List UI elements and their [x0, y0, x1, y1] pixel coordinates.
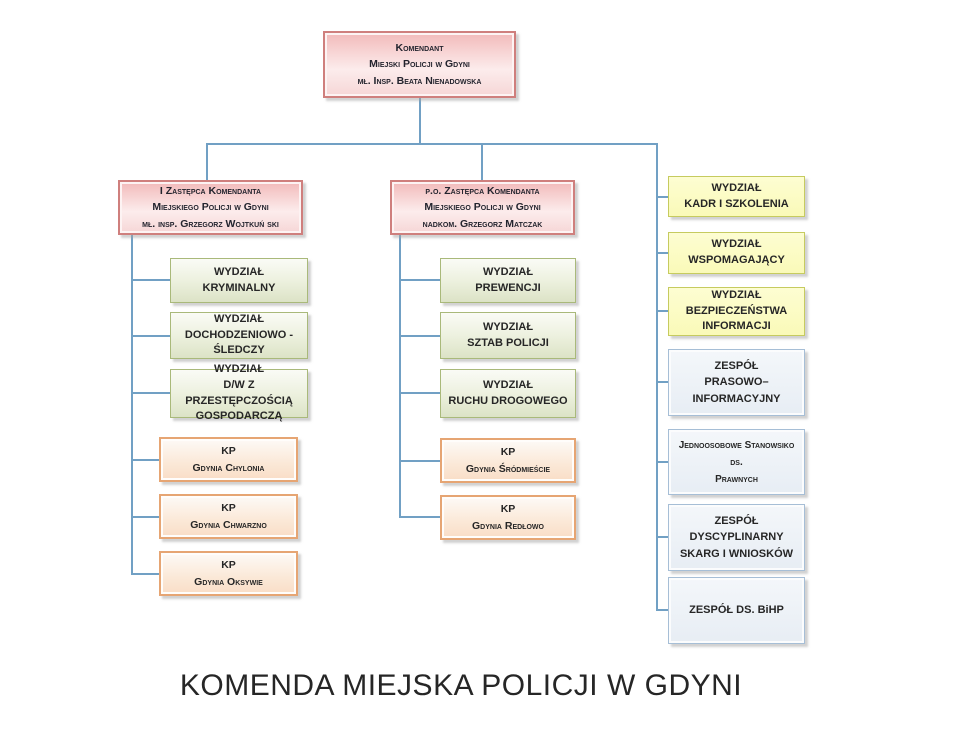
box-line: Gdynia Redłowo [472, 519, 544, 532]
box-line: KP [221, 558, 236, 571]
box-wydzial-bezpieczenstwa-informacji [668, 287, 805, 336]
box-line: Gdynia Oksywie [194, 575, 263, 588]
box-wydzial-przestepczosc-gospodarcza [170, 362, 308, 423]
box-line: PREWENCJI [475, 281, 541, 294]
connector-elbow [399, 279, 440, 281]
box-line: WYDZIAŁ [482, 320, 534, 333]
connector-elbow [399, 335, 440, 337]
connector-elbow [131, 279, 170, 281]
box-zespol-dyscyplinarny-skarg-i-wnioskow [668, 504, 805, 571]
box-line: Gdynia Chylonia [192, 461, 265, 474]
box-kp-gdynia-redlowo [440, 495, 576, 540]
box-wydzial-ruchu-drogowego [440, 369, 576, 418]
box-line: WSPOMAGAJĄCY [688, 254, 785, 266]
box-line: ZESPÓŁ DS. BiHP [689, 604, 784, 617]
box-i-zastepca-komendanta [118, 180, 303, 235]
box-kp-gdynia-chylonia [159, 437, 298, 482]
box-kp-gdynia-oksywie [159, 551, 298, 596]
box-line: ds. [730, 456, 743, 468]
box-line: WYDZIAŁ [482, 378, 534, 391]
box-line: GOSPODARCZĄ [195, 410, 283, 423]
box-wydzial-dochodzeniowo-sledczy [170, 312, 308, 359]
box-line: DOCHODZENIOWO - [184, 328, 294, 341]
box-line: Gdynia Chwarzno [190, 518, 267, 531]
connector-elbow [399, 392, 440, 394]
box-komendant [323, 31, 516, 98]
box-line: KADR I SZKOLENIA [684, 197, 789, 210]
box-zespol-ds-bihp [668, 577, 805, 644]
box-wydzial-kryminalny [170, 258, 308, 303]
box-line: mł. insp. Grzegorz Wojtkuń ski [142, 217, 279, 230]
connector-elbow [399, 460, 440, 462]
box-line: I Zastępca Komendanta [159, 185, 262, 198]
box-line: Gdynia Śródmieście [465, 462, 551, 475]
box-line: Miejskiego Policji w Gdyni [424, 201, 541, 214]
box-line: PRASOWO–INFORMACYJNY [692, 376, 781, 405]
box-line: p.o. Zastępca Komendanta [425, 185, 540, 198]
box-line: WYDZIAŁ [213, 265, 265, 278]
connector-elbow [131, 516, 159, 518]
box-stanowisko-ds-prawnych [668, 429, 805, 495]
box-kp-gdynia-srodmiescie [440, 438, 576, 483]
box-line: WYDZIAŁ [711, 288, 762, 301]
box-line: WYDZIAŁ [711, 181, 762, 194]
connector-branch-middle [481, 143, 483, 180]
box-line: Prawnych [715, 473, 758, 485]
box-line: ZESPÓŁ DYSCYPLINARNY [689, 514, 784, 544]
box-line: KP [500, 445, 516, 458]
box-line: KP [221, 501, 236, 514]
box-line: WYDZIAŁ [711, 238, 762, 251]
connector-elbow [131, 573, 159, 575]
box-line: ZESPÓŁ [714, 359, 759, 372]
box-line: BEZPIECZEŃSTWA [685, 304, 788, 317]
connector-main-horizontal [206, 143, 658, 145]
box-po-zastepca-komendanta [390, 180, 575, 235]
connector-elbow [131, 392, 170, 394]
box-wydzial-prewencji [440, 258, 576, 303]
connector-elbow [656, 196, 668, 198]
box-line: Jednoosobowe Stanowsiko [678, 439, 795, 451]
box-line: INFORMACJI [702, 320, 771, 333]
connector-elbow [656, 609, 668, 611]
connector-elbow [656, 536, 668, 538]
connector-trunk-right [656, 143, 658, 611]
connector-elbow [656, 381, 668, 383]
box-line: RUCHU DROGOWEGO [448, 394, 568, 407]
box-line: D/W Z PRZESTĘPCZOŚCIĄ [185, 378, 293, 407]
box-wydzial-kadr-i-szkolenia [668, 176, 805, 217]
connector-elbow [656, 252, 668, 254]
box-line: KP [221, 444, 236, 457]
box-zespol-prasowo-informacyjny [668, 349, 805, 416]
connector-top-vertical [419, 98, 421, 144]
box-line: nadkom. Grzegorz Matczak [422, 217, 543, 230]
connector-branch-left [206, 143, 208, 180]
box-line: SKARG I WNIOSKÓW [679, 547, 794, 560]
box-line: ŚLEDCZY [213, 344, 265, 357]
box-line: Komendant [395, 42, 444, 55]
connector-elbow [131, 335, 170, 337]
box-line: WYDZIAŁ [482, 265, 534, 278]
connector-elbow [656, 461, 668, 463]
box-kp-gdynia-chwarzno [159, 494, 298, 539]
box-wydzial-sztab-policji [440, 312, 576, 359]
connector-trunk-middle [399, 235, 401, 518]
box-line: WYDZIAŁ [213, 312, 265, 325]
box-line: Miejskiego Policji w Gdyni [152, 201, 269, 214]
box-line: mł. Insp. Beata Nienadowska [357, 74, 482, 87]
connector-elbow [131, 459, 159, 461]
box-wydzial-wspomagajacy [668, 232, 805, 274]
box-line: SZTAB POLICJI [467, 336, 549, 349]
box-line: KRYMINALNY [202, 281, 276, 294]
box-line: WYDZIAŁ [213, 362, 265, 375]
box-line: KP [500, 502, 516, 515]
connector-elbow [399, 516, 440, 518]
box-line: Miejski Policji w Gdyni [369, 58, 470, 71]
connector-elbow [656, 310, 668, 312]
chart-title: KOMENDA MIEJSKA POLICJI W GDYNI [179, 669, 743, 702]
connector-trunk-left [131, 235, 133, 575]
